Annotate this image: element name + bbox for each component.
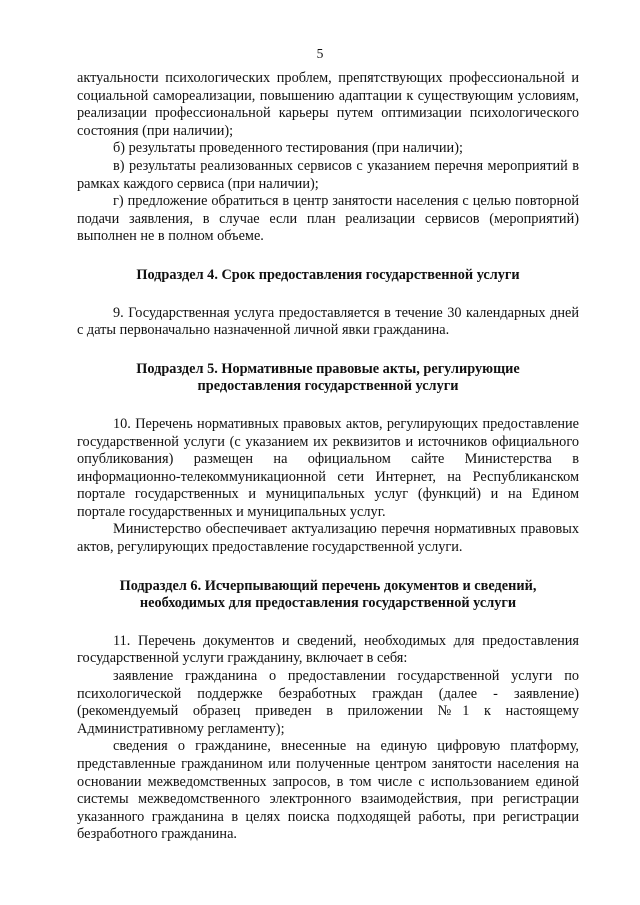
section-heading-line: необходимых для предоставления государственной услуги	[139, 595, 517, 612]
section-heading	[77, 267, 579, 285]
paragraph: сведения о гражданине, внесенные на единую цифровую платформу, представленные гражданином или полученные центром занятости населения на основании межведомственных запросов, в том числе с использованием единой системы межведомственного электронного взаимодействия, при регистрации указанного гражданина в целях поиска подходящей работы, при регистрации безработного гражданина.	[77, 738, 579, 843]
paragraph: в) результаты реализованных сервисов с указанием перечня мероприятий в рамках каждого сервиса (при наличии);	[77, 157, 579, 192]
paragraph: 9. Государственная услуга предоставляется в течение 30 календарных дней с даты первоначально назначенной личной явки гражданина.	[77, 304, 579, 339]
paragraph: 11. Перечень документов и сведений, необходимых для предоставления государственной услуги гражданину, включает в себя:	[77, 632, 579, 667]
section-heading-line: Подраздел 5. Нормативные правовые акты, регулирующие	[136, 360, 520, 377]
section-heading	[77, 578, 579, 613]
section-heading-line: Подраздел 6. Исчерпывающий перечень документов и сведений,	[119, 577, 537, 594]
paragraph: актуальности психологических проблем, препятствующих профессиональной и социальной самореализации, повышению адаптации к существующим условиям, реализации профессиональной карьеры путем оптимизации психологического состояния (при наличии);	[77, 70, 579, 139]
paragraph: Министерство обеспечивает актуализацию перечня нормативных правовых актов, регулирующих предоставление государственной услуги.	[77, 521, 579, 556]
paragraph: 10. Перечень нормативных правовых актов, регулирующих предоставление государственной услуги (с указанием их реквизитов и источников официального опубликования) размещен на официальном сайте Министерства в информационно-телекоммуникационной сети Интернет, на Республиканском портале государственных и муниципальных услуг (функций) и на Едином портале государственных и муниципальных услуг.	[77, 415, 579, 520]
document-body	[77, 70, 579, 844]
page-number: 5	[316, 46, 324, 61]
paragraph: г) предложение обратиться в центр занятости населения с целью повторной подачи заявления, в случае если план реализации сервисов (мероприятий) выполнен не в полном объеме.	[77, 193, 579, 245]
section-heading-line: Подраздел 4. Срок предоставления государственной услуги	[136, 266, 520, 283]
section-heading	[77, 361, 579, 396]
paragraph: заявление гражданина о предоставлении государственной услуги по психологической поддержке безработных граждан (далее - заявление) (рекомендуемый образец приведен в приложении №1 к настоящему Административному регламенту);	[77, 668, 579, 737]
section-heading-line: предоставления государственной услуги	[197, 378, 459, 395]
paragraph: б) результаты проведенного тестирования (при наличии);	[113, 140, 463, 157]
